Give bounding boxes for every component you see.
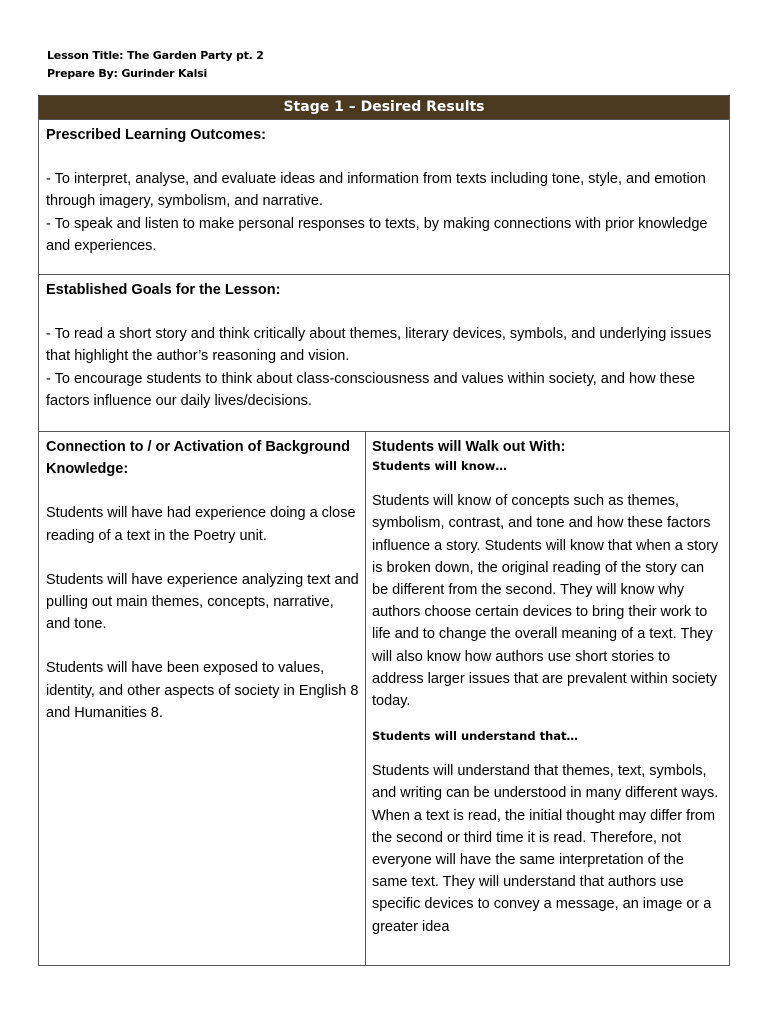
- two-column-row: [39, 432, 729, 965]
- lesson-goals-cell: [39, 275, 729, 432]
- lesson-title: Lesson Title: The Garden Party pt. 2: [47, 49, 264, 62]
- students-will-understand-label: Students will understand that…: [372, 729, 579, 744]
- background-paragraph: Students will have experience analyzing text and pulling out main themes, concepts, narrative, and tone.: [46, 571, 359, 633]
- background-paragraph: Students will have had experience doing a close reading of a text in the Poetry unit.: [46, 505, 356, 544]
- background-knowledge-cell: [39, 432, 366, 965]
- walk-out-label: Students will Walk out With:: [372, 439, 566, 455]
- prepared-by: Prepare By: Gurinder Kalsi: [47, 67, 208, 80]
- learning-outcomes-label: Prescribed Learning Outcomes:: [46, 127, 266, 143]
- students-will-understand-text: Students will understand that themes, text, symbols, and writing can be understood in many different ways. When a text is read, the initial thought may differ from the second or third time it is read. Therefore, not everyone will have the same interpretation of the same text. They will understand that authors use specific devices to convey a message, an image or a greater idea: [372, 763, 719, 935]
- students-will-know-label: Students will know…: [372, 459, 507, 474]
- learning-outcome-item: - To speak and listen to make personal responses to texts, by making connections with prior knowledge and experiences.: [46, 215, 708, 254]
- learning-outcomes-cell: [39, 120, 729, 275]
- lesson-plan-table: [38, 95, 730, 966]
- lesson-goals-label: Established Goals for the Lesson:: [46, 282, 281, 298]
- lesson-goal-item: - To read a short story and think critically about themes, literary devices, symbols, and underlying issues that highlight the author’s reasoning and vision.: [46, 326, 712, 365]
- document-meta: [47, 47, 264, 83]
- students-will-know-text: Students will know of concepts such as themes, symbolism, contrast, and tone and how these factors influence a story. Students will know that when a story is broken down, the original reading of the story can be different from the second. They will know why authors choose certain devices to bring their work to life and to change the overall meaning of a text. They will also know how authors use short stories to address larger issues that are prevalent within society today.: [372, 493, 719, 710]
- learning-outcome-item: - To interpret, analyse, and evaluate ideas and information from texts including tone, style, and emotion through imagery, symbolism, and narrative.: [46, 171, 706, 210]
- background-knowledge-label: Connection to / or Activation of Background Knowledge:: [46, 439, 350, 478]
- background-paragraph: Students will have been exposed to values, identity, and other aspects of society in English 8 and Humanities 8.: [46, 660, 359, 721]
- lesson-goal-item: - To encourage students to think about class-consciousness and values within society, and how these factors influence our daily lives/decisions.: [46, 370, 696, 409]
- walk-out-with-cell: [366, 432, 729, 965]
- stage-header: Stage 1 – Desired Results: [39, 96, 729, 120]
